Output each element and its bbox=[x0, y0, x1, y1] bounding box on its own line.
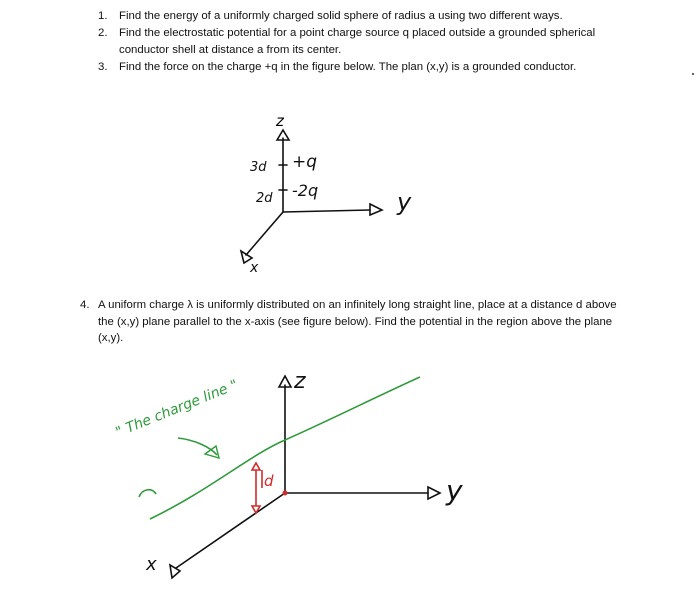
fig1-z-label: z bbox=[276, 112, 284, 130]
fig2-origin-dot bbox=[283, 491, 288, 496]
fig1-label-2d: 2d bbox=[256, 191, 273, 206]
fig1-charge-neg: -2q bbox=[292, 181, 319, 200]
question-1-number: 1. bbox=[98, 10, 108, 22]
question-3-number: 3. bbox=[98, 61, 108, 73]
question-1-text: Find the energy of a uniformly charged solid sphere of radius a using two different ways. bbox=[119, 10, 563, 22]
fig1-x-label: x bbox=[250, 260, 259, 276]
question-4-text: A uniform charge λ is uniformly distributed on an infinitely long straight line, place at a distance d above the (x,y) plane parallel to the x-axis (see figure below). Find the potential in the region above the plane (x,y). bbox=[98, 299, 617, 344]
fig2-d-label: d bbox=[264, 472, 274, 490]
fig1-y-label: y bbox=[397, 188, 412, 216]
fig2-y-label: y bbox=[446, 474, 463, 507]
fig2-hook-mark bbox=[139, 490, 156, 497]
fig2-charge-line-label: " The charge line " bbox=[113, 377, 241, 441]
fig2-x-label: x bbox=[146, 554, 157, 575]
fig1-label-3d: 3d bbox=[250, 160, 267, 175]
fig2-z-label: z bbox=[294, 369, 306, 394]
fig2-y-arrowhead bbox=[428, 487, 440, 499]
fig1-charge-pos: +q bbox=[292, 152, 318, 172]
fig2-distance-arrow-top bbox=[252, 463, 260, 470]
question-2-text: Find the electrostatic potential for a point charge source q placed outside a grounded spherical conductor shell at distance a from its center. bbox=[119, 27, 596, 56]
fig2-pointer-arrow bbox=[178, 438, 217, 455]
fig2-x-axis bbox=[176, 493, 285, 568]
question-2-number: 2. bbox=[98, 27, 108, 39]
question-4-number: 4. bbox=[80, 299, 90, 311]
question-3-text: Find the force on the charge +q in the figure below. The plan (x,y) is a grounded conductor. bbox=[119, 61, 577, 73]
